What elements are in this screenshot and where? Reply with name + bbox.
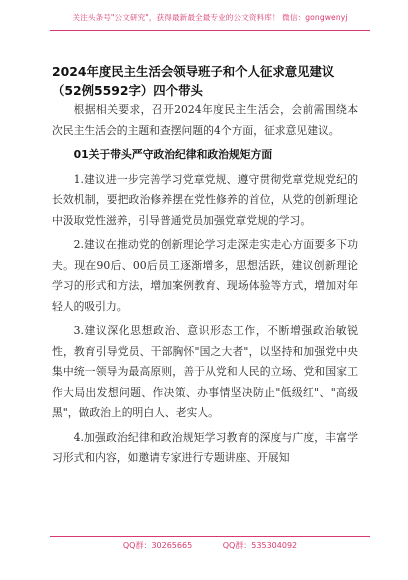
document-title: 2024年度民主生活会领导班子和个人征求意见建议（52例5592字）四个带头 [52, 64, 335, 98]
header-banner: 关注头条号"公文研究"，获得最新最全最专业的公文资料库！ 微信：gongwenyj [72, 13, 348, 22]
list-item: 3.建议深化思想政治、意识形态工作，不断增强政治敏锐性，教育引导党员、干部胸怀"国之大者"，以坚持和加强党中央集中统一领导为最高原则，善于从党和人民的立场、党和国家工作大局出发想问题、作决策、办事情坚决防止"低级红"、"高级黑"，做政治上的明白人、老实人。 [52, 324, 358, 419]
section-heading: 01关于带头严守政治纪律和政治规矩方面 [73, 148, 273, 161]
list-item: 1.建议进一步完善学习党章党规、遵守贯彻党章党规党纪的长效机制，要把政治修养摆在党性修养的首位，从党的创新理论中汲取党性滋养，引导普通党员加强党章党规的学习。 [52, 172, 358, 227]
list-item: 4.加强政治纪律和政治规矩学习教育的深度与广度，丰富学习形式和内容，如邀请专家进行专题讲座、开展知 [52, 430, 358, 464]
header-divider [50, 30, 370, 31]
footer-qq-group-1: QQ群：30265665 [122, 541, 193, 550]
footer [50, 540, 370, 551]
intro-paragraph: 根据相关要求，召开2024年度民主生活会，会前需围绕本次民主生活会的主题和查摆问题的4个方面，征求意见建议。 [52, 103, 358, 137]
document-body [52, 100, 358, 473]
list-item: 2.建议在推动党的创新理论学习走深走实走心方面要多下功夫。现在90后、00后员工逐渐增多，思想活跃，建议创新理论学习的形式和方法，增加案例教育、现场体验等方式，增加对年轻人的吸引力。 [52, 238, 358, 313]
footer-qq-group-2: QQ群：535304092 [222, 541, 298, 550]
footer-divider [50, 536, 370, 537]
